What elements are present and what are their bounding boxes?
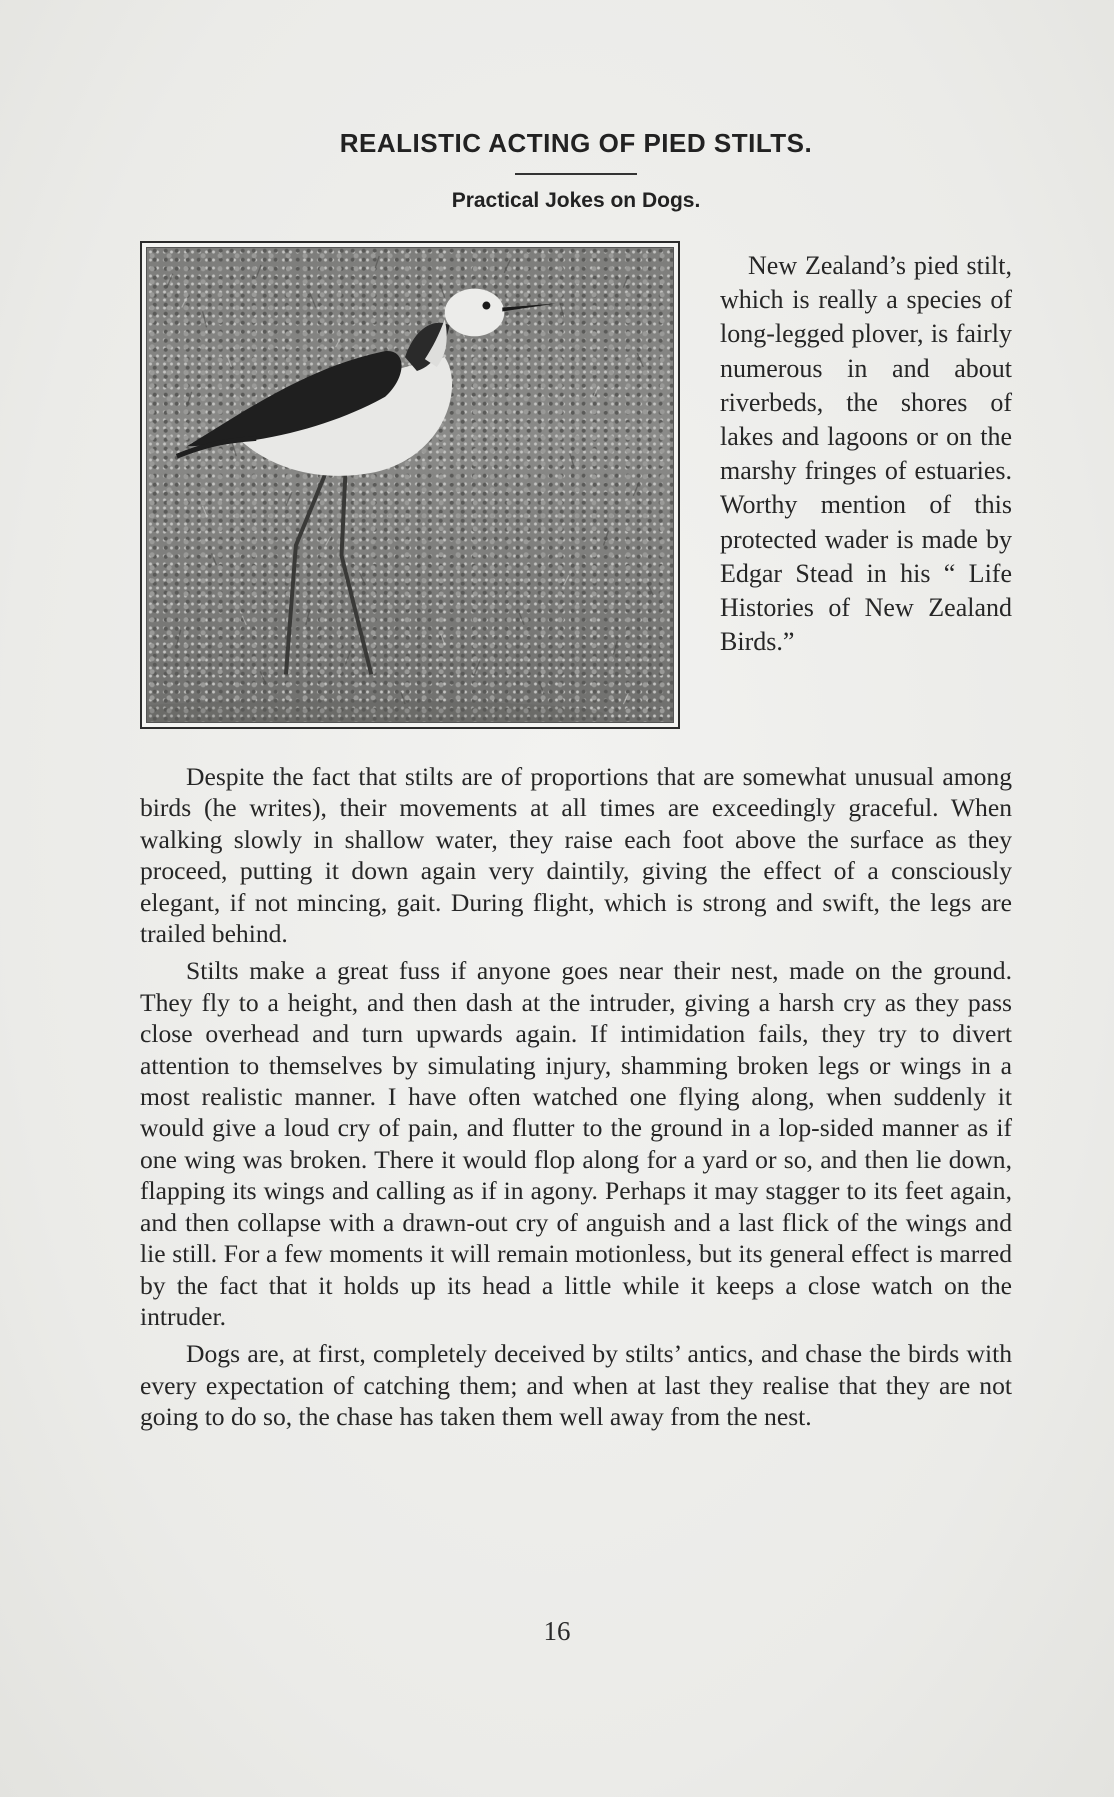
intro-text: [720, 249, 1012, 659]
stilt-photo-frame: [140, 241, 680, 729]
article-subheading: Practical Jokes on Dogs.: [451, 189, 701, 212]
intro-section: [140, 241, 1012, 761]
body-paragraph: Stilts make a great fuss if anyone goes near their nest, made on the ground. They fly to a height, and then dash at the intruder, giving a harsh cry as they pass close overhead and turn upwards again. If intimidation fails, they try to divert attention to themselves by simulating injury, shamming broken legs or wings in a most realistic manner. I have often watched one flying along, when suddenly it would give a loud cry of pain, and flutter to the ground in a lop-sided manner as if one wing was broken. There it would flop along for a yard or so, and then lie down, flapping its wings and calling as if in agony. Perhaps it may stagger to its feet again, and then collapse with a drawn-out cry of anguish and a last flick of the wings and lie still. For a few moments it will remain motionless, but its general effect is marred by the fact that it holds up its head a little while it keeps a close watch on the intruder.: [140, 956, 1012, 1331]
article-body: [140, 761, 1012, 1433]
page-number: 16: [543, 1616, 571, 1646]
body-paragraph: Despite the fact that stilts are of proportions that are somewhat unusual among birds (he writes), their movements at all times are exceedingly graceful. When walking slowly in shallow water, they raise each foot above the surface as they proceed, putting it down again very daintily, giving the effect of a consciously elegant, if not mincing, gait. During flight, which is strong and swift, the legs are trailed behind.: [140, 762, 1012, 949]
article-column: [140, 128, 1012, 1439]
intro-paragraph: New Zealand’s pied stilt, which is really a species of long-legged plover, is fairly numerous in and about riverbeds, the shores of lakes and lagoons or on the marshy fringes of estuaries. Worthy mention of this protected wader is made by Edgar Stead in his “ Life Histories of New Zealand Birds.”: [720, 251, 1012, 657]
pied-stilt-photo: [146, 247, 674, 723]
body-paragraph: Dogs are, at first, completely deceived by stilts’ antics, and chase the birds with every expectation of catching them; and when at last they realise that they are not going to do so, the chase has taken them well away from the nest.: [140, 1339, 1012, 1432]
headline-divider: [515, 173, 637, 175]
pied-stilt-illustration: [147, 248, 673, 722]
article-headline: REALISTIC ACTING OF PIED STILTS.: [339, 128, 813, 158]
